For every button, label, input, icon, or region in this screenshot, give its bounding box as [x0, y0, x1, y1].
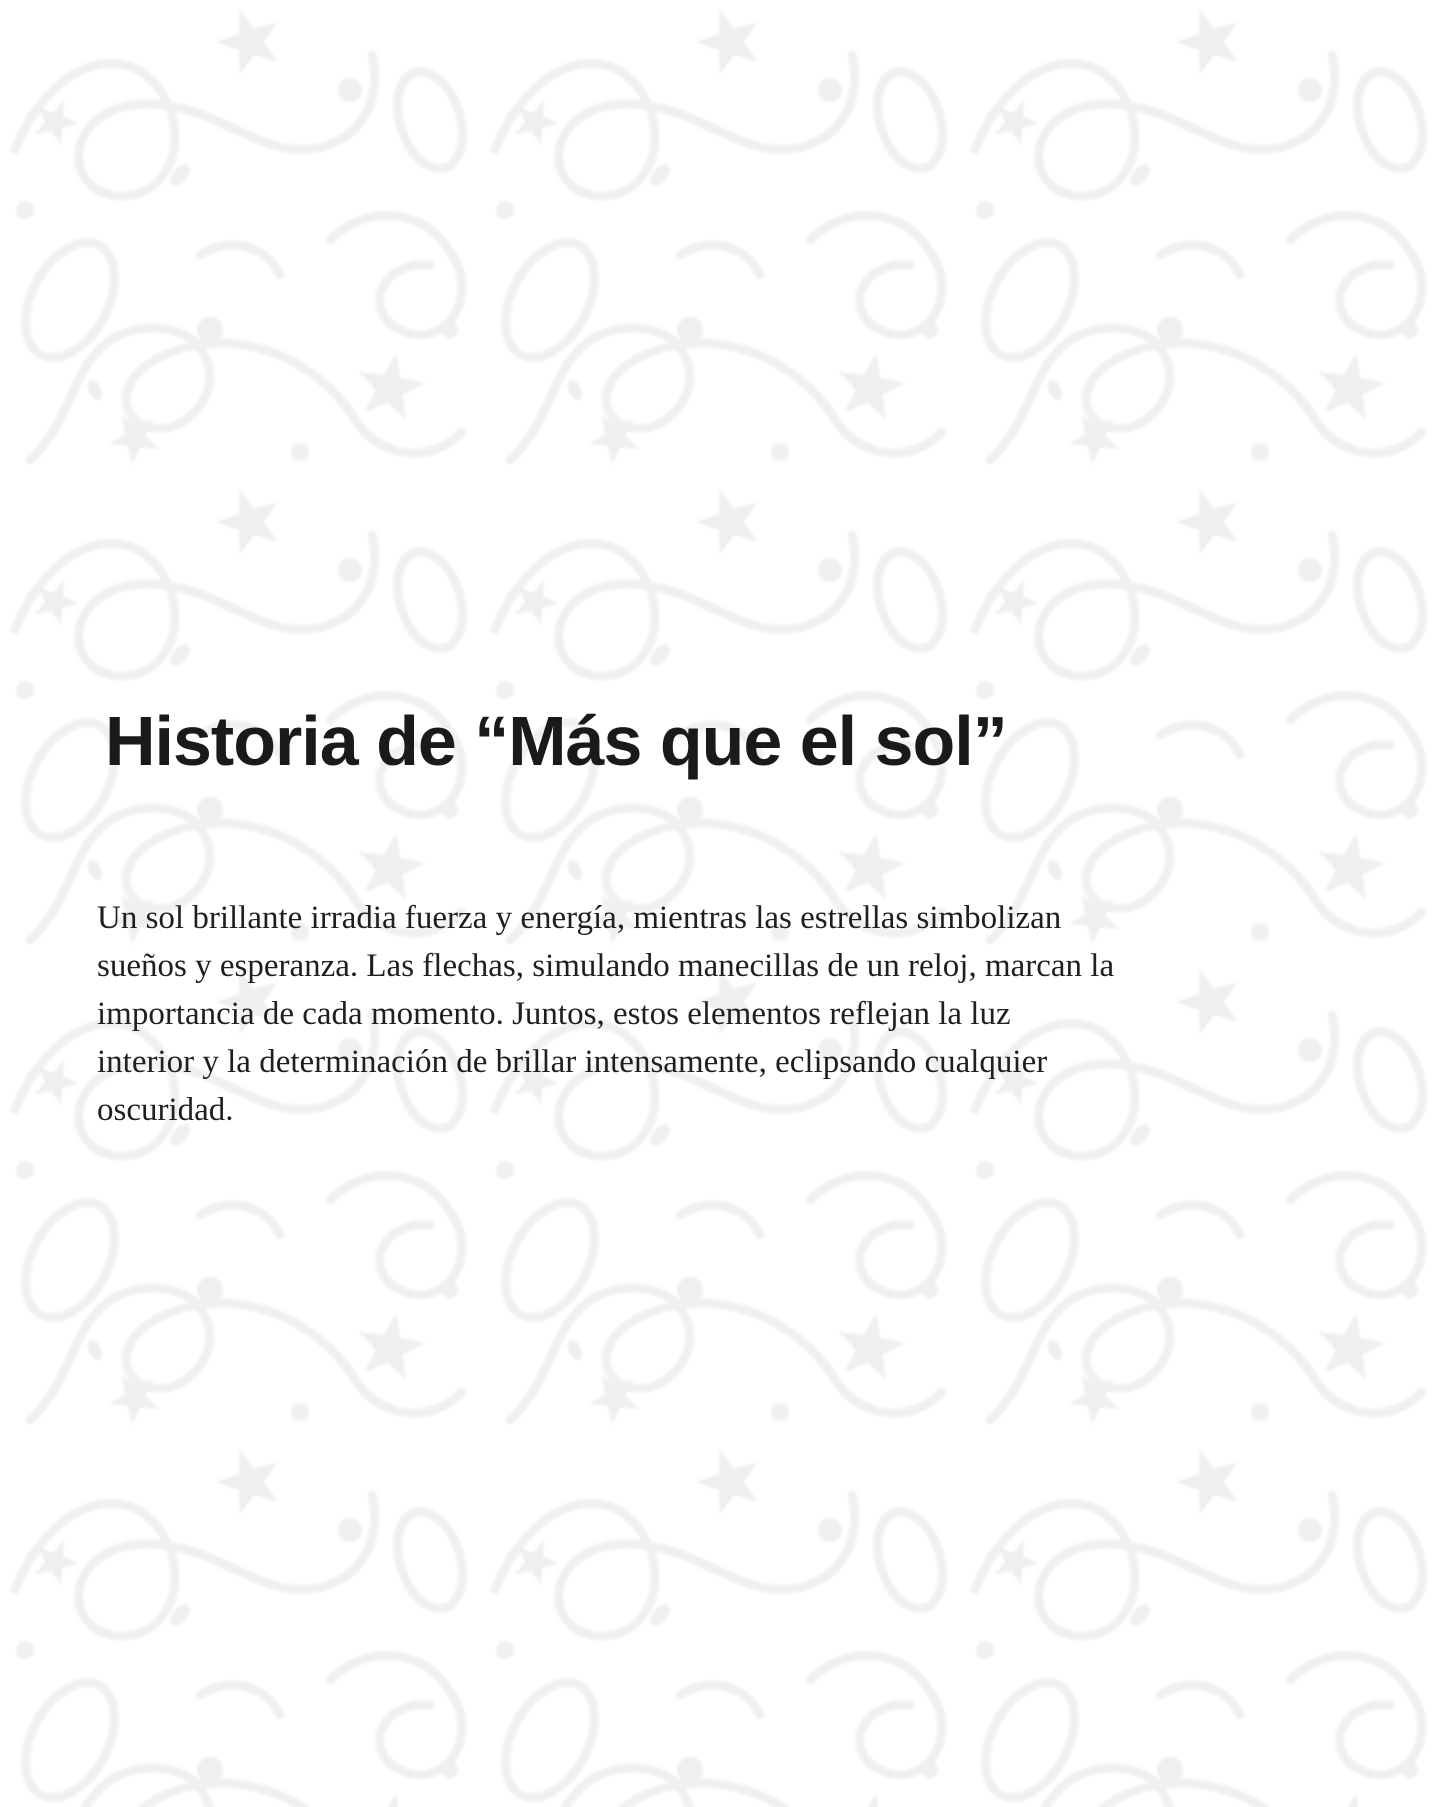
paragraph-line: Un sol brillante irradia fuerza y energía, mientras las estrellas simbolizan — [97, 899, 1062, 936]
story-paragraph — [97, 894, 1359, 1134]
paragraph-line: interior y la determinación de brillar intensamente, eclipsando cualquier — [97, 1043, 1048, 1080]
paragraph-line: sueños y esperanza. Las flechas, simulando manecillas de un reloj, marcan la — [97, 947, 1115, 984]
story-page-content — [97, 0, 1359, 1134]
paragraph-line: oscuridad. — [97, 1091, 234, 1128]
paragraph-line: importancia de cada momento. Juntos, estos elementos reflejan la luz — [97, 995, 1011, 1032]
page-title: Historia de “Más que el sol” — [105, 702, 1007, 780]
